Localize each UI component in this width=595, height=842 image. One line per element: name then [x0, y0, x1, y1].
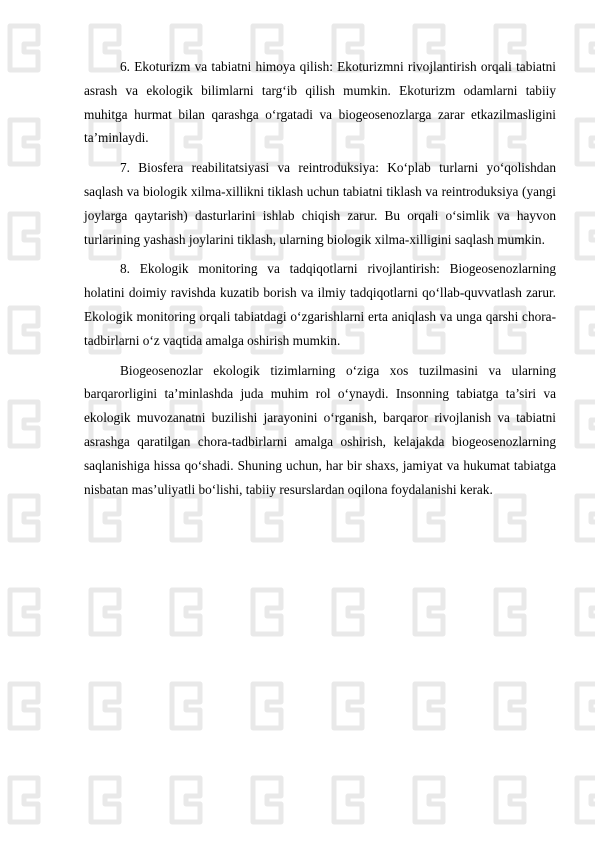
watermark-glyph: [10, 590, 38, 634]
watermark-glyph: [253, 684, 281, 728]
watermark-glyph: [10, 308, 38, 352]
watermark-glyph: [577, 778, 595, 822]
watermark-glyph: [10, 26, 38, 70]
watermark-glyph: [496, 778, 524, 822]
watermark-glyph: [415, 778, 443, 822]
watermark-glyph: [334, 684, 362, 728]
watermark-glyph: [10, 778, 38, 822]
watermark-glyph: [172, 590, 200, 634]
watermark-glyph: [577, 120, 595, 164]
watermark-glyph: [91, 590, 119, 634]
watermark-glyph: [10, 214, 38, 258]
watermark-glyph: [496, 684, 524, 728]
watermark-glyph: [334, 778, 362, 822]
watermark-glyph: [577, 402, 595, 446]
watermark-glyph: [10, 402, 38, 446]
paragraph-conclusion: Biogeosenozlar ekologik tizimlarning o‘ziga xos tuzilmasini va ularning barqarorligini ta’minlashda juda muhim rol o‘ynaydi. Insonning tabiatga ta’siri va ekologik muvozanatni buzilishi jarayonini o‘rganish, barqaror rivojlanish va tabiatni asrashga qaratilgan chora-tadbirlarni amalga oshirish, kelajakda biogeosenozlarning saqlanishiga hissa qo‘shadi. Shuning uchun, har bir shaxs, jamiyat va hukumat tabiatga nisbatan mas’uliyatli bo‘lishi, tabiiy resurslardan oqilona foydalanishi kerak.: [84, 362, 556, 497]
watermark-glyph: [10, 684, 38, 728]
watermark-glyph: [577, 214, 595, 258]
paragraph-ekologik-monitoring: 8. Ekologik monitoring va tadqiqotlarni rivojlantirish: Biogeosenozlarning holatini doimiy ravishda kuzatib borish va ilmiy tadqiqotlarni qo‘llab-quvvatlash zarur. Ekologik monitoring orqali tabiatdagi o‘zgarishlarni erta aniqlash va unga qarshi chora-tadbirlarni o‘z vaqtida amalga oshirish mumkin.: [84, 261, 556, 348]
watermark-glyph: [172, 778, 200, 822]
paragraph-biosfera-reabilitatsiyasi: 7. Biosfera reabilitatsiyasi va reintroduksiya: Ko‘plab turlarni yo‘qolishdan saqlash va biologik xilma-xillikni tiklash uchun tabiatni tiklash va reintroduksiya (yangi joylarga qaytarish) dasturlarini ishlab chiqish zarur. Bu orqali o‘simlik va hayvon turlarining yashash joylarini tiklash, ularning biologik xilma-xilligini saqlash mumkin.: [84, 160, 556, 247]
paragraph-ekoturizm: 6. Ekoturizm va tabiatni himoya qilish: Ekoturizmni rivojlantirish orqali tabiatni asrash va ekologik bilimlarni targ‘ib qilish mumkin. Ekoturizm odamlarni tabiiy muhitga hurmat bilan qarashga o‘rgatadi va biogeosenozlarga zarar etkazilmasligini ta’minlaydi.: [84, 59, 556, 146]
watermark-glyph: [577, 590, 595, 634]
watermark-glyph: [253, 590, 281, 634]
watermark-glyph: [577, 26, 595, 70]
watermark-glyph: [415, 590, 443, 634]
watermark-glyph: [577, 496, 595, 540]
watermark-glyph: [10, 496, 38, 540]
watermark-glyph: [91, 684, 119, 728]
document-body: [84, 55, 556, 507]
watermark-glyph: [10, 120, 38, 164]
watermark-glyph: [172, 684, 200, 728]
watermark-glyph: [334, 590, 362, 634]
watermark-glyph: [496, 590, 524, 634]
watermark-glyph: [415, 684, 443, 728]
watermark-glyph: [577, 684, 595, 728]
watermark-glyph: [91, 778, 119, 822]
watermark-glyph: [577, 308, 595, 352]
watermark-glyph: [253, 778, 281, 822]
